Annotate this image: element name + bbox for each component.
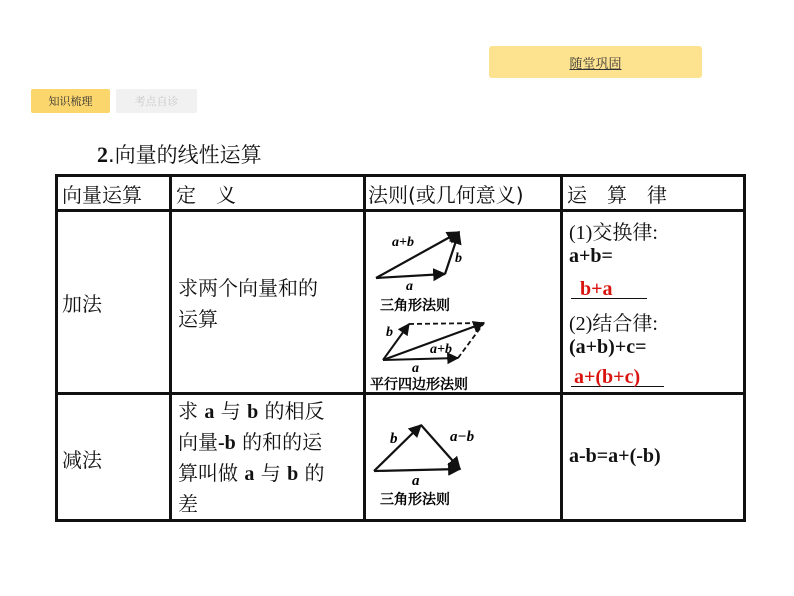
tri-caption: 三角形法则 — [380, 299, 450, 314]
sub-a-label: a — [412, 473, 420, 489]
tri-sum-label: a+b — [392, 235, 414, 250]
table-row-addition — [57, 211, 745, 394]
sub-b-label: b — [390, 431, 398, 447]
tab-self-check[interactable] — [116, 89, 197, 113]
subtraction-name-cell — [58, 395, 169, 519]
table-header-row — [57, 176, 745, 211]
subtraction-law-cell — [563, 395, 743, 519]
para-sum-label: a+b — [430, 342, 452, 357]
tri-vector-a — [376, 274, 445, 278]
addition-name: 加法 — [62, 292, 102, 316]
addition-name-cell — [58, 212, 169, 392]
para-b-label: b — [386, 325, 393, 340]
addition-diagram-cell — [366, 212, 560, 392]
addition-diagram — [366, 212, 560, 392]
header-operation: 向量运算 — [62, 182, 142, 207]
header-rule: 法则(或几何意义) — [368, 182, 524, 207]
sub-vector-a — [374, 469, 460, 471]
subtraction-definition-line3: 算叫做 a 与 b 的 — [178, 461, 325, 485]
sub-caption: 三角形法则 — [380, 493, 450, 508]
subtraction-diagram — [366, 395, 560, 519]
table-row-subtraction — [57, 394, 745, 521]
subtraction-definition-line1: 求 a 与 b 的相反 — [178, 399, 325, 423]
addition-definition-line2: 运算 — [178, 307, 218, 331]
sub-vector-b — [374, 425, 421, 471]
para-dashed-top — [409, 323, 484, 324]
top-tab-label: 随堂巩固 — [569, 56, 622, 72]
subtraction-definition-cell — [172, 395, 363, 519]
tab-knowledge-review[interactable] — [31, 89, 110, 113]
top-tab-practice[interactable] — [489, 46, 702, 78]
tri-a-label: a — [406, 279, 413, 294]
addition-laws-cell — [563, 212, 743, 392]
tri-b-label: b — [455, 251, 462, 266]
header-definition: 定 义 — [176, 182, 236, 207]
law1-title: (1)交换律: — [569, 222, 658, 244]
subtraction-definition-line4: 差 — [178, 492, 198, 516]
para-caption: 平行四边形法则 — [370, 378, 468, 392]
subtraction-name: 减法 — [62, 448, 102, 472]
section-title — [97, 139, 262, 169]
tab-self-check-label: 考点自诊 — [134, 95, 179, 108]
subtraction-diagram-cell — [366, 395, 560, 519]
subtraction-definition-line2: 向量-b 的和的运 — [178, 430, 323, 454]
law2-lhs: (a+b)+c= — [569, 336, 647, 358]
addition-definition-line1: 求两个向量和的 — [178, 276, 318, 300]
law1-answer: b+a — [580, 278, 613, 300]
addition-definition-cell — [172, 212, 363, 392]
tab-knowledge-review-label: 知识梳理 — [48, 95, 93, 108]
section-title-text: .向量的线性运算 — [108, 143, 262, 167]
vector-operations-table — [55, 174, 746, 522]
para-a-label: a — [412, 361, 419, 376]
sub-diff-label: a−b — [450, 429, 475, 445]
law1-lhs: a+b= — [569, 245, 613, 267]
law2-title: (2)结合律: — [569, 313, 658, 335]
subtraction-law: a-b=a+(-b) — [569, 445, 661, 467]
header-laws: 运 算 律 — [567, 182, 667, 207]
law2-answer: a+(b+c) — [574, 366, 641, 388]
section-number: 2 — [97, 142, 108, 167]
para-vector-a — [383, 358, 458, 360]
